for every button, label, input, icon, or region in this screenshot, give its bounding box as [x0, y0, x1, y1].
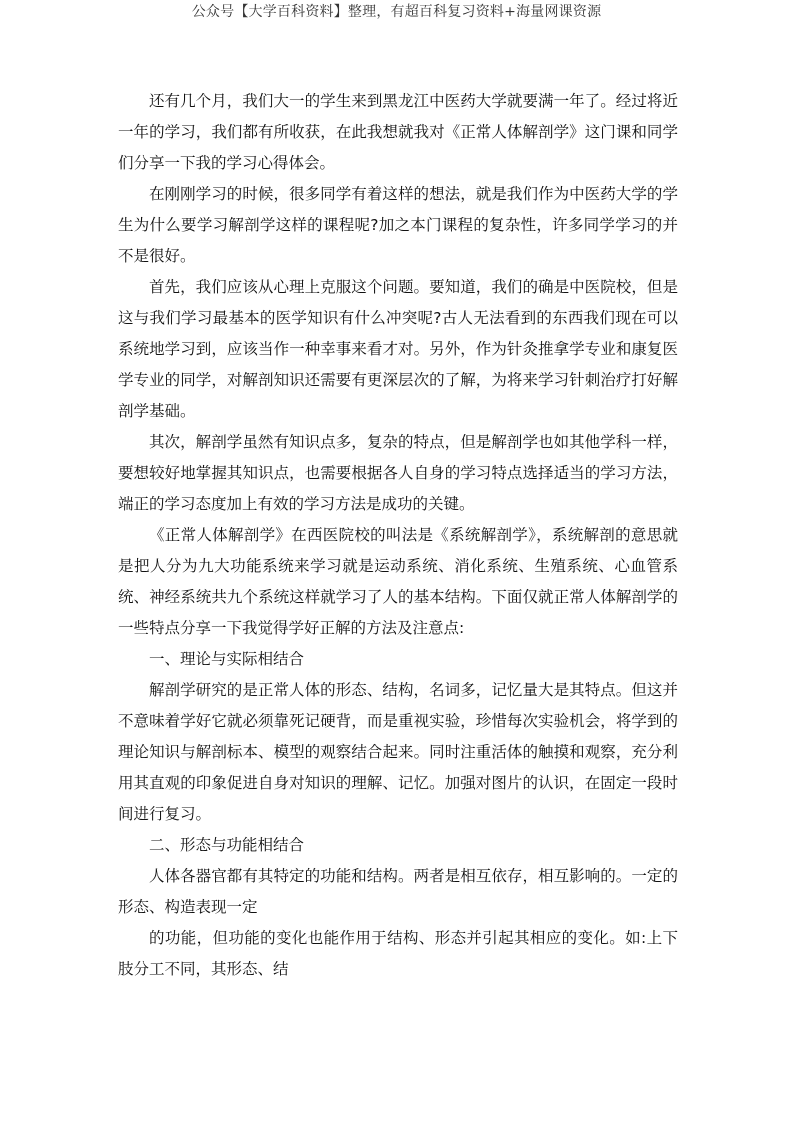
page-header: 公众号【大学百科资料】整理，有超百科复习资料+海量网课资源 [191, 4, 602, 20]
paragraph: 其次，解剖学虽然有知识点多，复杂的特点，但是解剖学也如其他学科一样，要想较好地掌握其知识点，也需要根据各人自身的学习特点选择适当的学习方法，端正的学习态度加上有效的学习方法是成功的关键。 [118, 433, 678, 513]
paragraph: 在刚刚学习的时候，很多同学有着这样的想法，就是我们作为中医药大学的学生为什么要学习解剖学这样的课程呢?加之本门课程的复杂性，许多同学学习的并不是很好。 [118, 185, 678, 265]
paragraph: 的功能，但功能的变化也能作用于结构、形态并引起其相应的变化。如:上下肢分工不同，其形态、结 [118, 929, 678, 978]
paragraph: 人体各器官都有其特定的功能和结构。两者是相互依存，相互影响的。一定的形态、构造表现一定 [118, 867, 678, 916]
paragraph: 还有几个月，我们大一的学生来到黑龙江中医药大学就要满一年了。经过将近一年的学习，我们都有所收获，在此我想就我对《正常人体解剖学》这门课和同学们分享一下我的学习心得体会。 [118, 92, 678, 172]
document-body [118, 86, 678, 985]
section-heading: 二、形态与功能相结合 [149, 836, 305, 854]
section-heading: 一、理论与实际相结合 [149, 650, 305, 668]
paragraph: 首先，我们应该从心理上克服这个问题。要知道，我们的确是中医院校，但是这与我们学习最基本的医学知识有什么冲突呢?古人无法看到的东西我们现在可以系统地学习到，应该当作一种幸事来看才对。另外，作为针灸推拿学专业和康复医学专业的同学，对解剖知识还需要有更深层次的了解，为将来学习针刺治疗打好解剖学基础。 [118, 278, 678, 420]
paragraph: 解剖学研究的是正常人体的形态、结构，名词多，记忆量大是其特点。但这并不意味着学好它就必须靠死记硬背，而是重视实验，珍惜每次实验机会，将学到的理论知识与解剖标本、模型的观察结合起来。同时注重活体的触摸和观察，充分利用其直观的印象促进自身对知识的理解、记忆。加强对图片的认识，在固定一段时间进行复习。 [118, 681, 678, 823]
paragraph: 《正常人体解剖学》在西医院校的叫法是《系统解剖学》，系统解剖的意思就是把人分为九大功能系统来学习就是运动系统、消化系统、生殖系统、心血管系统、神经系统共九个系统这样就学习了人的基本结构。下面仅就正常人体解剖学的一些特点分享一下我觉得学好正解的方法及注意点: [118, 526, 678, 637]
